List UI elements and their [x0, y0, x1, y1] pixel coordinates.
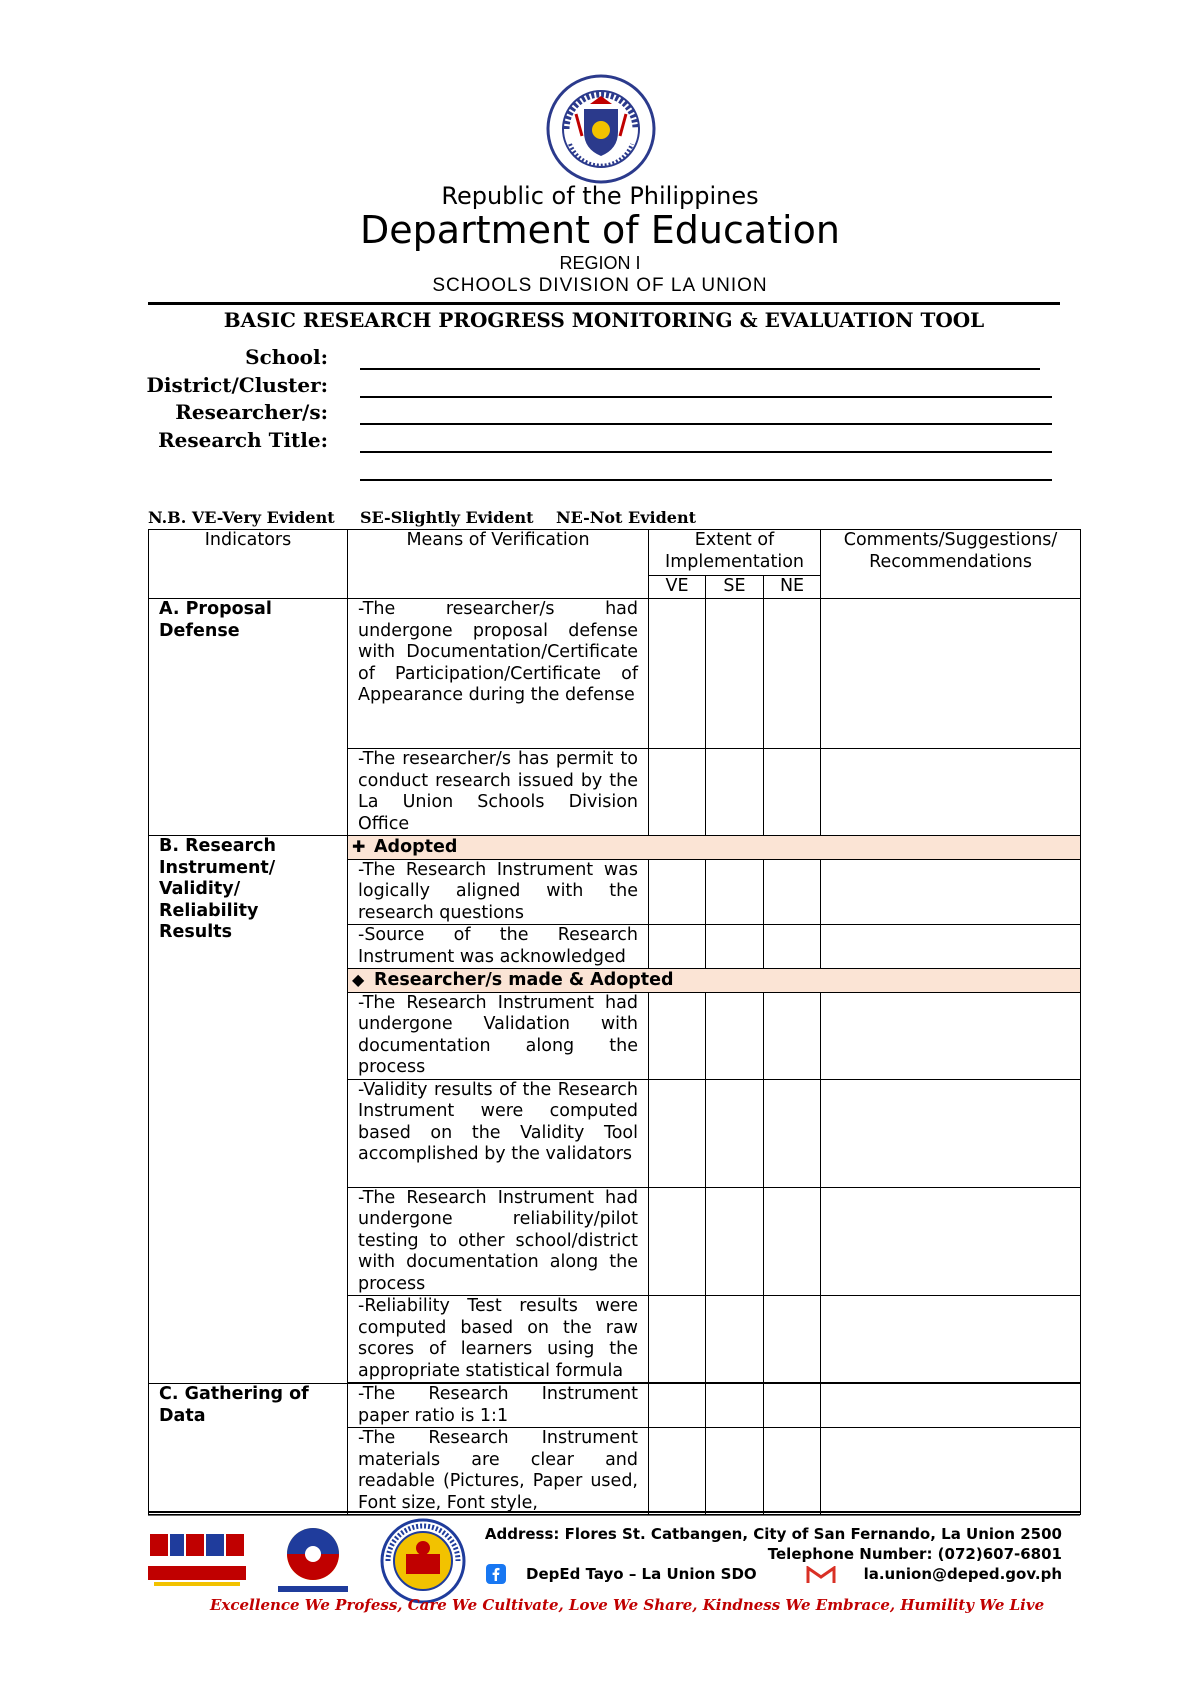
cell-comments[interactable]: [821, 992, 1081, 1079]
cell-ne[interactable]: [764, 749, 821, 836]
cell-ve[interactable]: [649, 1296, 706, 1383]
cell-comments[interactable]: [821, 1079, 1081, 1187]
means-b5: -The Research Instrument had undergone reliability/pilot testing to other school/district with documentation along the process: [348, 1187, 649, 1296]
cell-ne[interactable]: [764, 925, 821, 969]
cell-se[interactable]: [706, 1187, 764, 1296]
table-row: [149, 599, 1081, 749]
means-b1: -The Research Instrument was logically aligned with the research questions: [348, 859, 649, 925]
header-rule: [148, 302, 1060, 305]
header-extent: Extent of Implementation: [649, 530, 821, 576]
school-field[interactable]: [360, 368, 1040, 370]
cell-ve[interactable]: [649, 1079, 706, 1187]
cell-comments[interactable]: [821, 1187, 1081, 1296]
footer-address: Address: Flores St. Catbangen, City of San Fernando, La Union 2500: [484, 1525, 1062, 1543]
cell-comments[interactable]: [821, 749, 1081, 836]
republic-text: Republic of the Philippines: [441, 182, 759, 210]
section-b-label: B. Research Instrument/ Validity/ Reliability Results: [149, 836, 348, 1384]
researcher-label: Researcher/s:: [175, 400, 328, 424]
cell-se[interactable]: [706, 992, 764, 1079]
header-comments: Comments/Suggestions/ Recommendations: [821, 530, 1081, 599]
cell-se[interactable]: [706, 925, 764, 969]
cell-comments[interactable]: [821, 1384, 1081, 1428]
means-b2: -Source of the Research Instrument was acknowledged: [348, 925, 649, 969]
means-b6: -Reliability Test results were computed based on the raw scores of learners using the appropriate statistical formula: [348, 1296, 649, 1383]
cell-ne[interactable]: [764, 1187, 821, 1296]
researcher-field[interactable]: [360, 423, 1052, 425]
means-a1: -The researcher/s had undergone proposal defense with Documentation/Certificate of Participation/Certificate of Appearance during the defense: [348, 599, 649, 749]
deped-seal: [546, 74, 656, 184]
header-indicators: Indicators: [149, 530, 348, 599]
cell-ne[interactable]: [764, 1296, 821, 1383]
means-c2: -The Research Instrument materials are clear and readable (Pictures, Paper used, Font size, Font style,: [348, 1428, 649, 1515]
cell-se[interactable]: [706, 1079, 764, 1187]
mail-icon: [806, 1566, 836, 1584]
header-means: Means of Verification: [348, 530, 649, 599]
deped-matatag-logo: [148, 1528, 248, 1590]
evaluation-table: [148, 529, 1081, 1515]
district-field[interactable]: [360, 396, 1052, 398]
cell-ne[interactable]: [764, 1079, 821, 1187]
cell-ve[interactable]: [649, 992, 706, 1079]
cell-ve[interactable]: [649, 599, 706, 749]
means-b3: -The Research Instrument had undergone Validation with documentation along the process: [348, 992, 649, 1079]
subheader-row: [149, 836, 1081, 860]
header-ne: NE: [764, 576, 821, 599]
header-ve: VE: [649, 576, 706, 599]
cell-se[interactable]: [706, 859, 764, 925]
section-a-label: A. Proposal Defense: [149, 599, 348, 836]
research-title-field[interactable]: [360, 451, 1052, 453]
header-se: SE: [706, 576, 764, 599]
means-a2: -The researcher/s has permit to conduct research issued by the La Union Schools Division Office: [348, 749, 649, 836]
cell-se[interactable]: [706, 749, 764, 836]
footer-facebook[interactable]: DepEd Tayo – La Union SDO: [526, 1565, 757, 1583]
subheader-made-adopted: Researcher/s made & Adopted: [374, 970, 674, 990]
cell-ve[interactable]: [649, 1187, 706, 1296]
diamond-bullet-icon: ◆: [352, 970, 365, 989]
research-title-label: Research Title:: [158, 428, 328, 452]
cell-se[interactable]: [706, 1384, 764, 1428]
cell-ne[interactable]: [764, 859, 821, 925]
cell-ne[interactable]: [764, 1384, 821, 1428]
facebook-icon: [486, 1564, 506, 1584]
cell-se[interactable]: [706, 1296, 764, 1383]
means-b4: -Validity results of the Research Instrument were computed based on the Validity Tool accomplished by the validators: [348, 1079, 649, 1187]
footer-telephone: Telephone Number: (072)607-6801: [767, 1545, 1062, 1563]
footer-motto: Excellence We Profess, Care We Cultivate, Love We Share, Kindness We Embrace, Humility We Live: [210, 1596, 1045, 1614]
cell-ve[interactable]: [649, 1428, 706, 1515]
form-title: BASIC RESEARCH PROGRESS MONITORING & EVALUATION TOOL: [223, 308, 985, 332]
cell-comments[interactable]: [821, 599, 1081, 749]
cell-comments[interactable]: [821, 859, 1081, 925]
division-text: SCHOOLS DIVISION OF LA UNION: [432, 275, 768, 296]
cell-se[interactable]: [706, 599, 764, 749]
school-label: School:: [245, 345, 328, 369]
legend-se: SE-Slightly Evident: [360, 508, 534, 527]
footer-rule-thin: [148, 1515, 1080, 1516]
cell-se[interactable]: [706, 1428, 764, 1515]
sdo-la-union-seal: [376, 1518, 470, 1604]
region-text: REGION I: [559, 253, 641, 273]
legend-ne: NE-Not Evident: [556, 508, 696, 527]
research-title-field-2[interactable]: [360, 479, 1052, 481]
cell-comments[interactable]: [821, 1296, 1081, 1383]
cell-ne[interactable]: [764, 992, 821, 1079]
cell-comments[interactable]: [821, 925, 1081, 969]
legend-ve: N.B. VE-Very Evident: [148, 508, 335, 527]
cell-comments[interactable]: [821, 1428, 1081, 1515]
table-row: [149, 1384, 1081, 1428]
bagong-pilipinas-logo: [272, 1524, 354, 1596]
footer-email[interactable]: la.union@deped.gov.ph: [863, 1565, 1062, 1583]
club-bullet-icon: ✚: [352, 837, 366, 856]
footer-rule: [148, 1511, 1080, 1513]
subheader-adopted: Adopted: [374, 837, 458, 857]
cell-ve[interactable]: [649, 1384, 706, 1428]
cell-ve[interactable]: [649, 749, 706, 836]
cell-ne[interactable]: [764, 1428, 821, 1515]
means-c1: -The Research Instrument paper ratio is 1:1: [348, 1384, 649, 1428]
cell-ve[interactable]: [649, 925, 706, 969]
cell-ne[interactable]: [764, 599, 821, 749]
section-c-label: C. Gathering of Data: [149, 1384, 348, 1515]
district-label: District/Cluster:: [146, 373, 328, 397]
cell-ve[interactable]: [649, 859, 706, 925]
department-title: Department of Education: [360, 208, 840, 252]
